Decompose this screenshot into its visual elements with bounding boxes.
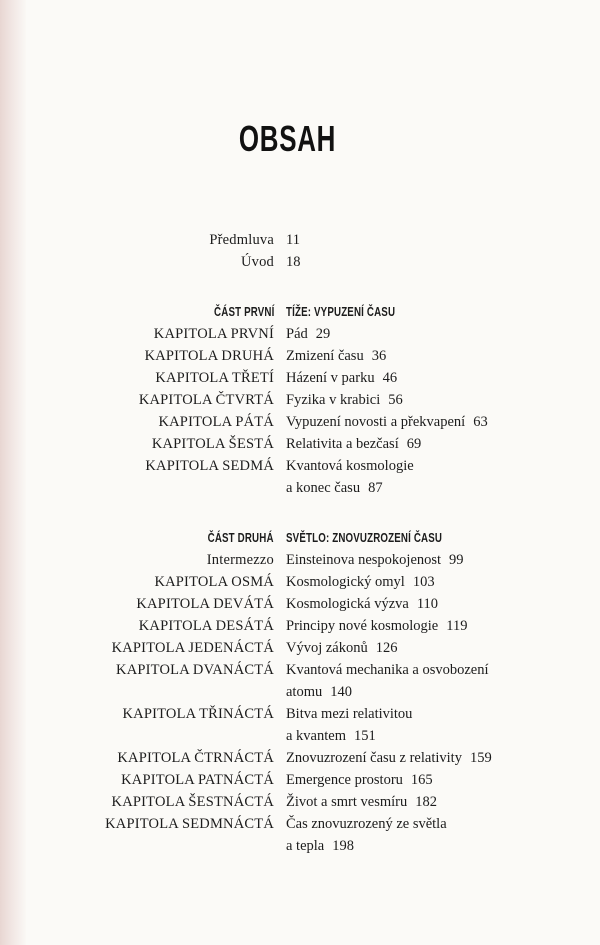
chapter-title-line: [286, 455, 586, 477]
chapter-label: KAPITOLA ČTVRTÁ: [138, 392, 274, 408]
chapter-title-text: Bitva mezi relativitou: [286, 706, 413, 722]
chapter-title: [286, 769, 586, 791]
toc-entry[interactable]: [0, 571, 600, 593]
chapter-title: [286, 747, 586, 769]
chapter-title-line: [286, 769, 586, 791]
chapter-page: 165: [410, 772, 433, 788]
chapter-title-text: Vypuzení novosti a překvapení: [286, 414, 466, 430]
chapter-page: 99: [449, 552, 464, 568]
chapter-title-line: [286, 703, 586, 725]
chapter-page: 29: [315, 326, 331, 342]
toc-entry[interactable]: [0, 659, 600, 703]
chapter-label: KAPITOLA DVANÁCTÁ: [116, 662, 274, 678]
part-title: SVĚTLO: ZNOVUZROZENÍ ČASU: [286, 531, 443, 545]
toc-entry-label: Předmluva: [209, 232, 274, 248]
chapter-title-line: [286, 835, 586, 857]
chapter-title-text: Znovuzrození času z relativity: [286, 750, 462, 766]
chapter-label: KAPITOLA PRVNÍ: [153, 326, 274, 342]
chapter-title-line: [286, 725, 586, 747]
chapter-title-line: [286, 593, 586, 615]
chapter-page: 140: [330, 684, 352, 700]
toc-entry[interactable]: [0, 411, 600, 433]
part-label: ČÁST DRUHÁ: [207, 531, 274, 545]
chapter-title-line: [286, 571, 586, 593]
chapter-page: 182: [415, 794, 437, 810]
chapter-title-line: [286, 367, 586, 389]
chapter-title: [286, 813, 586, 857]
toc-entry[interactable]: [0, 593, 600, 615]
toc-entry[interactable]: [0, 323, 600, 345]
chapter-page: 126: [375, 640, 398, 656]
chapter-page: 63: [473, 414, 488, 430]
chapter-title-line: [286, 389, 586, 411]
toc-entry[interactable]: [0, 455, 600, 499]
chapter-label: KAPITOLA TŘINÁCTÁ: [122, 706, 274, 722]
part-title: TÍŽE: VYPUZENÍ ČASU: [286, 305, 396, 319]
toc-entry[interactable]: [0, 747, 600, 769]
chapter-title-line: [286, 681, 586, 703]
chapter-title-text: Zmizení času: [286, 348, 364, 364]
chapter-label: KAPITOLA JEDENÁCTÁ: [111, 640, 274, 656]
chapter-label: KAPITOLA SEDMÁ: [145, 458, 274, 474]
chapter-title: [286, 345, 586, 367]
chapter-title: [286, 455, 586, 499]
chapter-label: KAPITOLA TŘETÍ: [155, 370, 274, 386]
toc-entry[interactable]: [0, 367, 600, 389]
chapter-title-text: Kvantová kosmologie: [286, 458, 414, 474]
chapter-title: [286, 389, 586, 411]
chapter-title-text: Házení v parku: [286, 370, 375, 386]
chapter-title: [286, 659, 586, 703]
toc-entry[interactable]: [0, 791, 600, 813]
chapter-label: KAPITOLA DESÁTÁ: [138, 618, 274, 634]
chapter-title-line: [286, 323, 586, 345]
chapter-title-line: [286, 549, 586, 571]
chapter-label: Intermezzo: [206, 552, 274, 568]
chapter-label: KAPITOLA DRUHÁ: [144, 348, 274, 364]
toc-entry-intro-1[interactable]: [0, 251, 600, 273]
toc-entry-label: Úvod: [240, 254, 274, 270]
chapter-title-text: Einsteinova nespokojenost: [286, 552, 442, 568]
chapter-label: KAPITOLA OSMÁ: [154, 574, 274, 590]
chapter-label: KAPITOLA ŠESTNÁCTÁ: [111, 794, 274, 810]
chapter-title-text: a kvantem: [286, 728, 346, 744]
chapter-title: [286, 703, 586, 747]
chapter-title: [286, 791, 586, 813]
toc-entry[interactable]: [0, 703, 600, 747]
chapter-title-text: Život a smrt vesmíru: [286, 794, 408, 810]
chapter-page: 119: [446, 618, 468, 634]
chapter-label: KAPITOLA ČTRNÁCTÁ: [117, 750, 274, 766]
chapter-title-text: Emergence prostoru: [286, 772, 403, 788]
chapter-label: KAPITOLA DEVÁTÁ: [136, 596, 274, 612]
chapter-title: [286, 367, 586, 389]
chapter-title-text: a tepla: [286, 838, 325, 854]
chapter-title-text: a konec času: [286, 480, 361, 496]
chapter-title: [286, 323, 586, 345]
chapter-title-line: [286, 791, 586, 813]
chapter-title-line: [286, 345, 586, 367]
chapter-title-text: Relativita a bezčasí: [286, 436, 399, 452]
chapter-page: 56: [388, 392, 403, 408]
table-of-contents: [0, 229, 600, 857]
chapter-page: 69: [406, 436, 422, 452]
chapter-title-text: Pád: [286, 326, 308, 342]
chapter-title-line: [286, 411, 586, 433]
chapter-title-line: [286, 813, 586, 835]
toc-entry[interactable]: [0, 813, 600, 857]
chapter-title: [286, 571, 586, 593]
chapter-label: KAPITOLA SEDMNÁCTÁ: [105, 816, 274, 832]
chapter-title-text: Vývoj zákonů: [286, 640, 368, 656]
toc-entry[interactable]: [0, 549, 600, 571]
chapter-title-text: Kosmologický omyl: [286, 574, 405, 590]
part-label: ČÁST PRVNÍ: [213, 305, 274, 319]
chapter-title: [286, 411, 586, 433]
chapter-label: KAPITOLA PÁTÁ: [158, 414, 274, 430]
chapter-title: [286, 615, 586, 637]
part-heading-1: [0, 301, 600, 323]
chapter-title-text: Kvantová mechanika a osvobození: [286, 662, 489, 678]
chapter-title-text: Kosmologická výzva: [286, 596, 409, 612]
toc-entry[interactable]: [0, 433, 600, 455]
chapter-title: [286, 549, 586, 571]
chapter-page: 159: [469, 750, 492, 766]
chapter-title-text: Čas znovuzrozený ze světla: [286, 816, 447, 832]
chapter-page: 110: [416, 596, 439, 612]
toc-entry[interactable]: [0, 389, 600, 411]
chapter-title-line: [286, 747, 586, 769]
chapter-page: 198: [332, 838, 354, 854]
toc-entry-intro-0[interactable]: [0, 229, 600, 251]
chapter-page: 103: [412, 574, 435, 590]
chapter-title-text: atomu: [286, 684, 323, 700]
chapter-page: 87: [368, 480, 383, 496]
part-heading-2: [0, 527, 600, 549]
chapter-title-line: [286, 637, 586, 659]
chapter-page: 36: [371, 348, 387, 364]
toc-entry[interactable]: [0, 769, 600, 791]
chapter-label: KAPITOLA PATNÁCTÁ: [121, 772, 274, 788]
chapter-title: [286, 637, 586, 659]
toc-entry-page: 11: [286, 232, 300, 248]
chapter-label: KAPITOLA ŠESTÁ: [151, 436, 274, 452]
toc-entry-page: 18: [286, 254, 301, 270]
toc-entry[interactable]: [0, 345, 600, 367]
chapter-title: [286, 433, 586, 455]
chapter-title-text: Principy nové kosmologie: [286, 618, 439, 634]
page-title: OBSAH: [238, 118, 337, 159]
chapter-title-line: [286, 615, 586, 637]
toc-entry[interactable]: [0, 615, 600, 637]
toc-entry[interactable]: [0, 637, 600, 659]
chapter-title-line: [286, 433, 586, 455]
chapter-page: 46: [382, 370, 398, 386]
chapter-title-text: Fyzika v krabici: [286, 392, 381, 408]
chapter-title-line: [286, 477, 586, 499]
chapter-page: 151: [354, 728, 376, 744]
chapter-title: [286, 593, 586, 615]
chapter-title-line: [286, 659, 586, 681]
